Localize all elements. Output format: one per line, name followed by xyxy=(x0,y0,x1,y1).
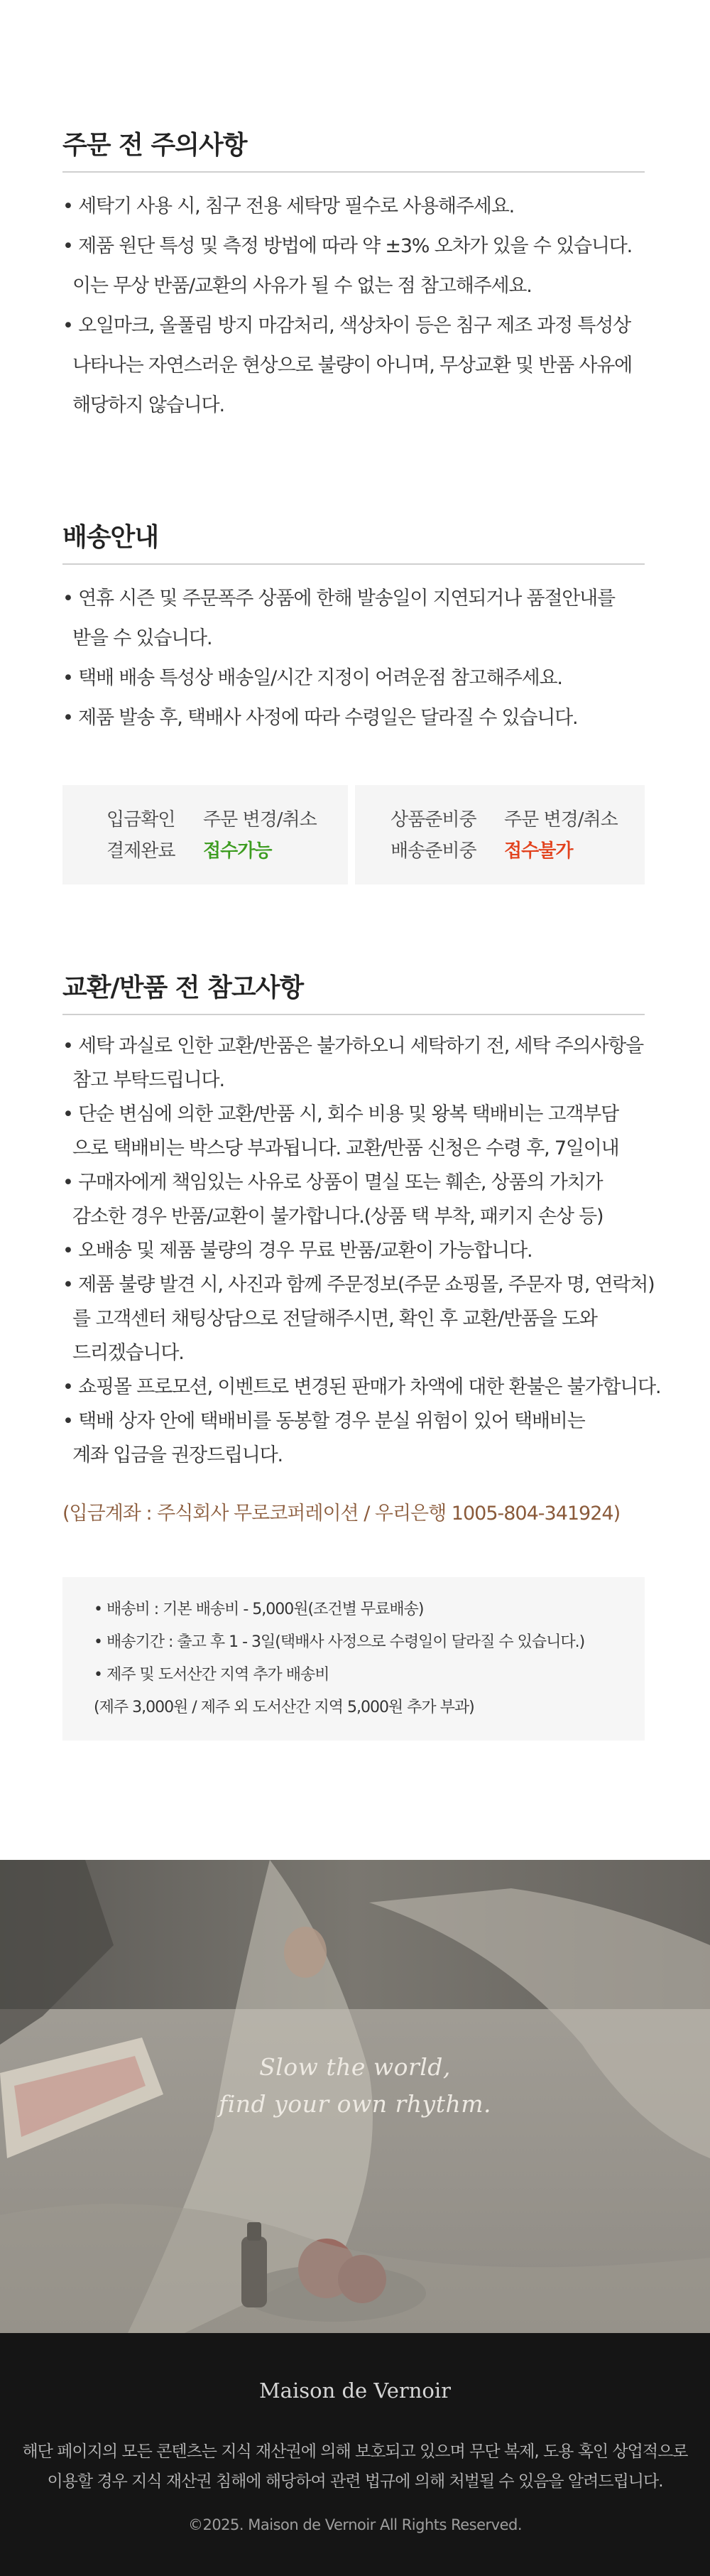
status-card-before-shipping xyxy=(62,785,348,884)
lifestyle-photo xyxy=(0,1860,710,2333)
bullet-item xyxy=(62,1098,645,1166)
bullet-line: 를 고객센터 채팅상담으로 전달해주시면, 확인 후 교환/반품을 도와 xyxy=(72,1308,597,1330)
footer-copyright: ©2025. Maison de Vernoir All Rights Reserved. xyxy=(187,2516,523,2533)
bullet-line: • 단순 변심에 의한 교환/반품 시, 회수 비용 및 왕복 택배비는 고객부담 xyxy=(62,1103,619,1125)
bullet-line: • 세탁 과실로 인한 교환/반품은 불가하오니 세탁하기 전, 세탁 주의사항을 xyxy=(62,1035,644,1057)
bullet-line: • 제품 발송 후, 택배사 사정에 따라 수령일은 달라질 수 있습니다. xyxy=(62,707,578,729)
bullet-line: 으로 택배비는 박스당 부과됩니다. 교환/반품 신청은 수령 후, 7일이내 xyxy=(72,1137,619,1159)
caution-title: 주문 전 주의사항 xyxy=(62,131,247,160)
footer-notice-line2: 이용할 경우 지식 재산권 침해에 해당하여 관련 법규에 의해 처벌될 수 있음을 알려드립니다. xyxy=(47,2472,663,2491)
bullet-item xyxy=(62,227,645,306)
bullet-line: • 택배 배송 특성상 배송일/시간 지정이 어려운점 참고해주세요. xyxy=(62,667,562,689)
fee-line-island: • 제주 및 도서산간 지역 추가 배송비 xyxy=(94,1666,329,1684)
status-result-unavailable: 접수불가 xyxy=(504,840,573,862)
status-action-label: 주문 변경/취소 xyxy=(203,809,317,830)
order-status-table xyxy=(62,785,645,884)
bullet-item xyxy=(62,579,645,659)
bullet-line: 나타나는 자연스러운 현상으로 불량이 아니며, 무상교환 및 반품 사유에 xyxy=(72,355,633,377)
photo-quote-line1: Slow the world, xyxy=(259,2053,451,2081)
bullet-line: 감소한 경우 반품/교환이 불가합니다.(상품 택 부착, 패키지 손상 등) xyxy=(72,1206,604,1228)
exchange-divider xyxy=(62,1014,645,1015)
status-stage-label: 배송준비중 xyxy=(390,840,476,862)
status-action-label: 주문 변경/취소 xyxy=(504,809,618,830)
fee-line-island-detail: (제주 3,000원 / 제주 외 도서산간 지역 5,000원 추가 부과) xyxy=(94,1699,474,1716)
shipping-title: 배송안내 xyxy=(62,523,159,552)
bullet-line: 계좌 입금을 권장드립니다. xyxy=(72,1444,283,1466)
bullet-line: 드리겠습니다. xyxy=(72,1342,184,1364)
footer xyxy=(0,2333,710,2576)
bullet-line: 이는 무상 반품/교환의 사유가 될 수 없는 점 참고해주세요. xyxy=(72,275,532,297)
bullet-line: 참고 부탁드립니다. xyxy=(72,1069,224,1091)
bullet-line: • 쇼핑몰 프로모션, 이벤트로 변경된 판매가 차액에 대한 환불은 불가합니다. xyxy=(62,1376,661,1398)
bullet-item xyxy=(62,187,645,227)
bullet-line: • 오일마크, 올풀림 방지 마감처리, 색상차이 등은 침구 제조 과정 특성상 xyxy=(62,315,631,337)
fee-line-base: • 배송비 : 기본 배송비 - 5,000원(조건별 무료배송) xyxy=(94,1601,424,1618)
footer-brand: Maison de Vernoir xyxy=(258,2379,452,2403)
caution-list xyxy=(62,187,645,426)
bullet-line: • 연휴 시즌 및 주문폭주 상품에 한해 발송일이 지연되거나 품절안내를 xyxy=(62,588,615,610)
bank-account-info: (입금계좌 : 주식회사 무로코퍼레이션 / 우리은행 1005-804-341924) xyxy=(62,1503,621,1525)
status-result-available: 접수가능 xyxy=(203,840,272,862)
bullet-line: • 제품 원단 특성 및 측정 방법에 따라 약 ±3% 오차가 있을 수 있습니다. xyxy=(62,235,632,257)
exchange-section xyxy=(62,968,661,1473)
bullet-item xyxy=(62,1405,645,1473)
bullet-item xyxy=(62,659,645,698)
shipping-section xyxy=(62,517,645,738)
bullet-item xyxy=(62,1234,645,1268)
status-stage-label: 결제완료 xyxy=(106,840,175,862)
bullet-item xyxy=(62,1370,661,1405)
status-stage-label: 입금확인 xyxy=(106,809,175,830)
bullet-item xyxy=(62,306,645,426)
exchange-title: 교환/반품 전 참고사항 xyxy=(62,973,304,1002)
bullet-item xyxy=(62,1166,645,1234)
caution-divider xyxy=(62,171,645,173)
bullet-line: • 제품 불량 발견 시, 사진과 함께 주문정보(주문 쇼핑몰, 주문자 명, 연락처) xyxy=(62,1274,655,1296)
shipping-divider xyxy=(62,563,645,565)
bullet-line: • 구매자에게 책임있는 사유로 상품이 멸실 또는 훼손, 상품의 가치가 xyxy=(62,1171,603,1194)
bullet-item xyxy=(62,1029,645,1098)
status-stage-label: 상품준비중 xyxy=(390,809,476,830)
shipping-list xyxy=(62,579,645,738)
bullet-line: • 오배송 및 제품 불량의 경우 무료 반품/교환이 가능합니다. xyxy=(62,1240,532,1262)
bullet-item xyxy=(62,698,645,738)
footer-notice-line1: 해단 페이지의 모든 콘텐츠는 지식 재산권에 의해 보호되고 있으며 무단 복제, 도용 혹인 상업적으로 xyxy=(22,2442,688,2461)
bullet-line: • 세탁기 사용 시, 침구 전용 세탁망 필수로 사용해주세요. xyxy=(62,195,514,217)
caution-section xyxy=(62,125,645,426)
exchange-list xyxy=(62,1029,661,1473)
bullet-line: 받을 수 있습니다. xyxy=(72,627,212,649)
shipping-fee-box xyxy=(62,1577,645,1741)
bullet-item xyxy=(62,1268,655,1370)
fee-line-period: • 배송기간 : 출고 후 1 - 3일(택배사 사정으로 수령일이 달라질 수 있습니다.) xyxy=(94,1633,585,1651)
bullet-line: • 택배 상자 안에 택배비를 동봉할 경우 분실 위험이 있어 택배비는 xyxy=(62,1410,585,1432)
bullet-line: 해당하지 않습니다. xyxy=(72,394,224,416)
status-card-preparing xyxy=(355,785,645,884)
photo-quote-line2: find your own rhythm. xyxy=(219,2090,491,2118)
